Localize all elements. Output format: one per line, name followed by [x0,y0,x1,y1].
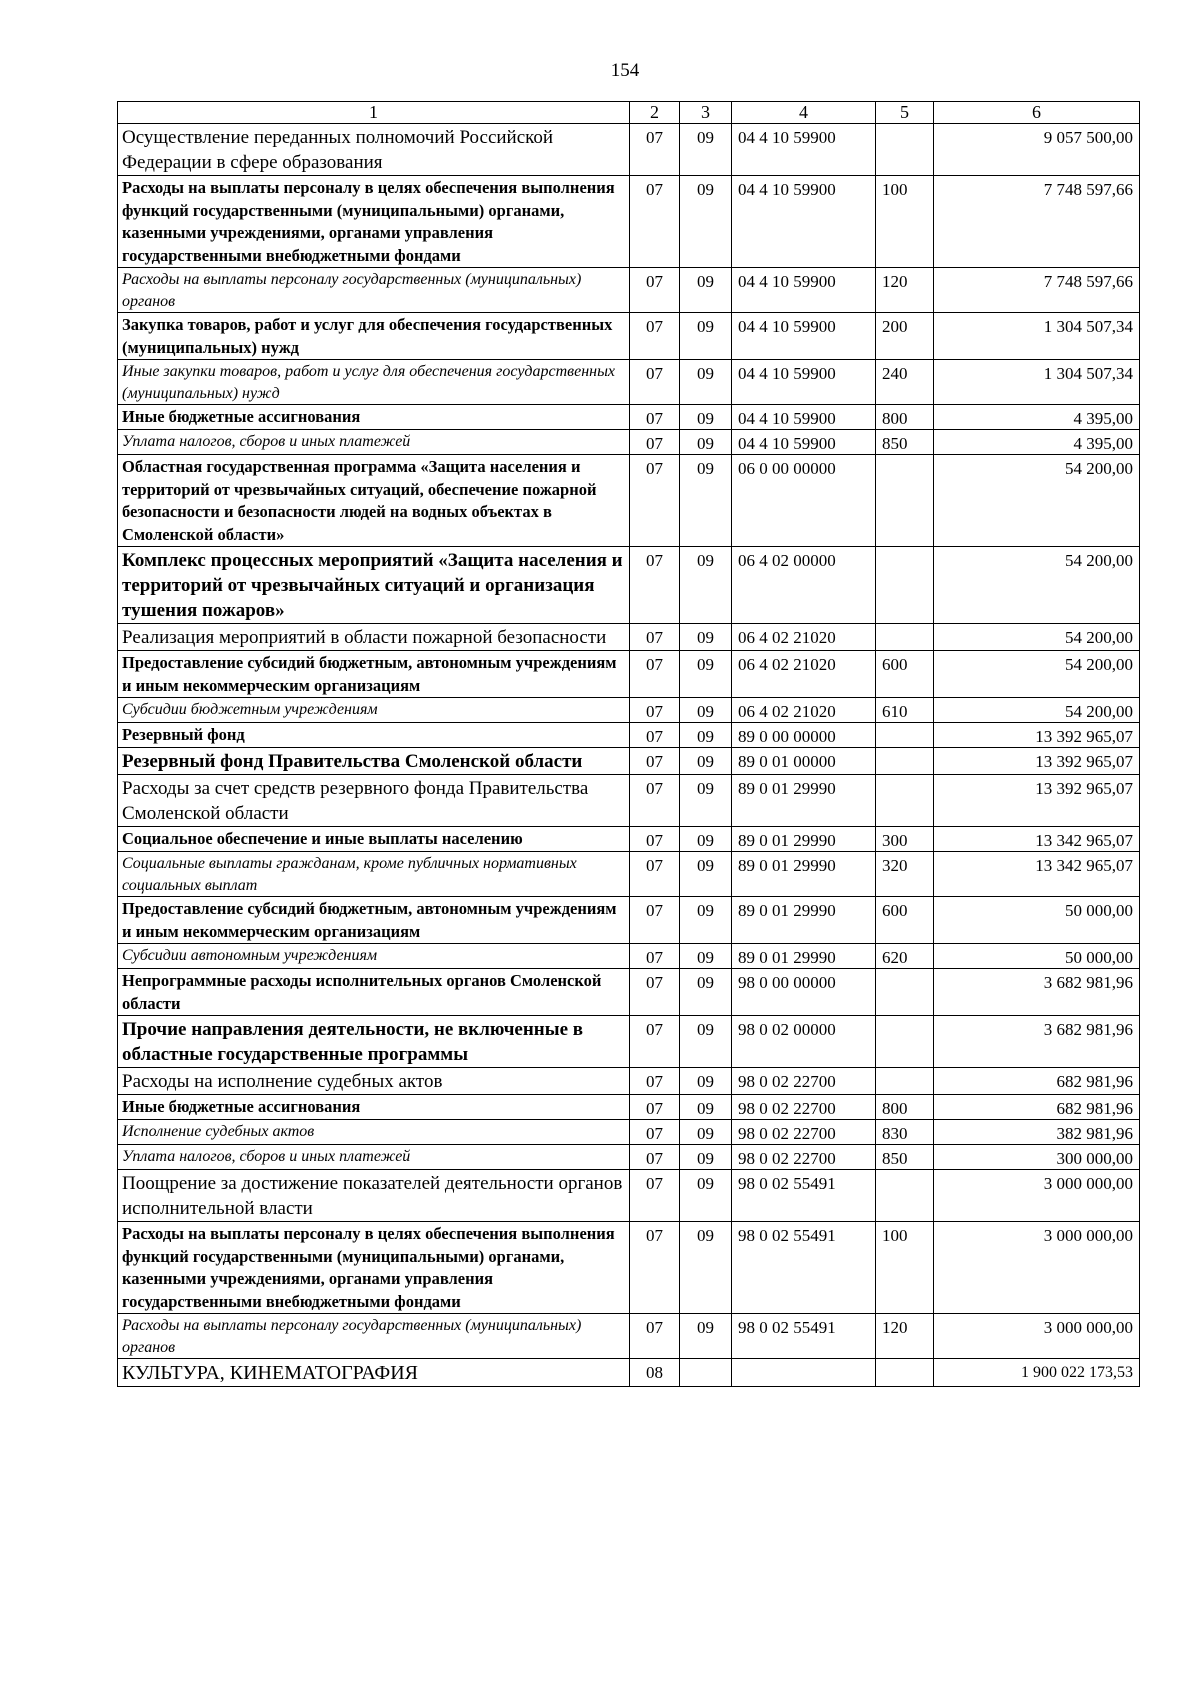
row-name-cell: Резервный фонд [118,723,630,748]
header-cell: 2 [630,102,680,124]
section-code-cell: 07 [630,313,680,360]
target-article-cell: 98 0 02 55491 [732,1222,876,1314]
table-row [118,944,1140,969]
section-code-cell: 07 [630,547,680,624]
subsection-code-cell: 09 [680,1016,732,1068]
target-article-cell: 04 4 10 59900 [732,430,876,455]
amount-cell: 7 748 597,66 [934,268,1140,313]
expense-type-cell [876,124,934,176]
expense-type-cell [876,748,934,775]
table-row [118,1145,1140,1170]
amount-cell: 3 682 981,96 [934,969,1140,1016]
expense-type-cell [876,1170,934,1222]
table-row [118,827,1140,852]
row-name-cell: Поощрение за достижение показателей деятельности органов исполнительной власти [118,1170,630,1222]
table-row [118,1095,1140,1120]
section-code-cell: 07 [630,651,680,698]
amount-cell: 54 200,00 [934,624,1140,651]
table-row [118,1314,1140,1359]
row-name-cell: Осуществление переданных полномочий Российской Федерации в сфере образования [118,124,630,176]
table-row [118,124,1140,176]
section-code-cell: 07 [630,775,680,827]
target-article-cell: 98 0 02 22700 [732,1120,876,1145]
budget-table [117,101,1140,1387]
section-code-cell: 07 [630,1068,680,1095]
table-row [118,360,1140,405]
subsection-code-cell: 09 [680,1170,732,1222]
expense-type-cell: 200 [876,313,934,360]
expense-type-cell: 240 [876,360,934,405]
row-name-cell: Предоставление субсидий бюджетным, автономным учреждениям и иным некоммерческим организациям [118,897,630,944]
target-article-cell: 06 0 00 00000 [732,455,876,547]
section-code-cell: 07 [630,1145,680,1170]
row-name-cell: Комплекс процессных мероприятий «Защита населения и территорий от чрезвычайных ситуаций и организация тушения пожаров» [118,547,630,624]
row-name-cell: Уплата налогов, сборов и иных платежей [118,430,630,455]
table-row [118,1068,1140,1095]
expense-type-cell: 600 [876,651,934,698]
target-article-cell: 06 4 02 00000 [732,547,876,624]
target-article-cell: 04 4 10 59900 [732,176,876,268]
subsection-code-cell: 09 [680,698,732,723]
amount-cell: 3 000 000,00 [934,1222,1140,1314]
table-row [118,1170,1140,1222]
row-name-cell: Реализация мероприятий в области пожарной безопасности [118,624,630,651]
section-code-cell: 07 [630,124,680,176]
target-article-cell: 89 0 01 29990 [732,852,876,897]
section-code-cell: 07 [630,405,680,430]
amount-cell: 13 392 965,07 [934,775,1140,827]
table-row [118,455,1140,547]
amount-cell: 13 392 965,07 [934,748,1140,775]
subsection-code-cell: 09 [680,176,732,268]
section-code-cell: 07 [630,698,680,723]
target-article-cell: 98 0 02 22700 [732,1145,876,1170]
row-name-cell: Непрограммные расходы исполнительных органов Смоленской области [118,969,630,1016]
section-code-cell: 07 [630,944,680,969]
subsection-code-cell: 09 [680,897,732,944]
expense-type-cell: 800 [876,1095,934,1120]
row-name-cell: Закупка товаров, работ и услуг для обеспечения государственных (муниципальных) нужд [118,313,630,360]
subsection-code-cell: 09 [680,360,732,405]
row-name-cell: Расходы на выплаты персоналу в целях обеспечения выполнения функций государственными (муниципальными) органами, казенными учреждениями, органами управления государственными внебюджетными фондами [118,176,630,268]
expense-type-cell: 600 [876,897,934,944]
amount-cell: 1 304 507,34 [934,360,1140,405]
amount-cell: 1 304 507,34 [934,313,1140,360]
amount-cell: 382 981,96 [934,1120,1140,1145]
header-cell: 1 [118,102,630,124]
table-header-row [118,102,1140,124]
table-row [118,748,1140,775]
subsection-code-cell: 09 [680,1314,732,1359]
header-cell: 5 [876,102,934,124]
table-row [118,775,1140,827]
expense-type-cell: 120 [876,268,934,313]
row-name-cell: Расходы на исполнение судебных актов [118,1068,630,1095]
row-name-cell: Исполнение судебных актов [118,1120,630,1145]
table-row [118,268,1140,313]
row-name-cell: Расходы на выплаты персоналу государственных (муниципальных) органов [118,1314,630,1359]
section-code-cell: 07 [630,268,680,313]
section-code-cell: 07 [630,624,680,651]
row-name-cell: Иные бюджетные ассигнования [118,1095,630,1120]
subsection-code-cell: 09 [680,268,732,313]
row-name-cell: Социальное обеспечение и иные выплаты населению [118,827,630,852]
row-name-cell: Иные бюджетные ассигнования [118,405,630,430]
table-row [118,723,1140,748]
subsection-code-cell: 09 [680,1120,732,1145]
expense-type-cell: 300 [876,827,934,852]
amount-cell: 682 981,96 [934,1095,1140,1120]
subsection-code-cell: 09 [680,944,732,969]
expense-type-cell: 830 [876,1120,934,1145]
target-article-cell: 04 4 10 59900 [732,405,876,430]
target-article-cell: 89 0 01 29990 [732,827,876,852]
expense-type-cell: 850 [876,430,934,455]
subsection-code-cell: 09 [680,313,732,360]
table-row [118,651,1140,698]
section-code-cell: 07 [630,430,680,455]
section-code-cell: 07 [630,897,680,944]
expense-type-cell: 850 [876,1145,934,1170]
target-article-cell: 06 4 02 21020 [732,698,876,723]
row-name-cell: Резервный фонд Правительства Смоленской области [118,748,630,775]
expense-type-cell [876,723,934,748]
row-name-cell: Расходы за счет средств резервного фонда Правительства Смоленской области [118,775,630,827]
target-article-cell: 04 4 10 59900 [732,268,876,313]
subsection-code-cell: 09 [680,1222,732,1314]
section-code-cell: 07 [630,1095,680,1120]
amount-cell: 54 200,00 [934,547,1140,624]
subsection-code-cell: 09 [680,723,732,748]
amount-cell: 3 000 000,00 [934,1314,1140,1359]
section-code-cell: 07 [630,1314,680,1359]
target-article-cell: 89 0 01 29990 [732,944,876,969]
subsection-code-cell: 09 [680,455,732,547]
amount-cell: 54 200,00 [934,455,1140,547]
table-row [118,405,1140,430]
section-code-cell: 07 [630,723,680,748]
expense-type-cell: 120 [876,1314,934,1359]
table-row [118,1359,1140,1387]
section-code-cell: 07 [630,1222,680,1314]
amount-cell: 13 342 965,07 [934,852,1140,897]
subsection-code-cell: 09 [680,430,732,455]
section-code-cell: 07 [630,176,680,268]
row-name-cell: Уплата налогов, сборов и иных платежей [118,1145,630,1170]
target-article-cell: 89 0 01 00000 [732,748,876,775]
amount-cell: 3 000 000,00 [934,1170,1140,1222]
section-code-cell: 07 [630,360,680,405]
expense-type-cell [876,775,934,827]
amount-cell: 4 395,00 [934,405,1140,430]
amount-cell: 50 000,00 [934,944,1140,969]
subsection-code-cell: 09 [680,651,732,698]
target-article-cell [732,1359,876,1387]
expense-type-cell [876,547,934,624]
row-name-cell: Расходы на выплаты персоналу государственных (муниципальных) органов [118,268,630,313]
target-article-cell: 04 4 10 59900 [732,124,876,176]
expense-type-cell: 610 [876,698,934,723]
header-cell: 3 [680,102,732,124]
amount-cell: 7 748 597,66 [934,176,1140,268]
subsection-code-cell: 09 [680,405,732,430]
subsection-code-cell [680,1359,732,1387]
target-article-cell: 04 4 10 59900 [732,360,876,405]
table-row [118,969,1140,1016]
target-article-cell: 89 0 00 00000 [732,723,876,748]
amount-cell: 54 200,00 [934,698,1140,723]
row-name-cell: КУЛЬТУРА, КИНЕМАТОГРАФИЯ [118,1359,630,1387]
page-number: 154 [610,60,640,81]
target-article-cell: 06 4 02 21020 [732,624,876,651]
amount-cell: 4 395,00 [934,430,1140,455]
expense-type-cell: 100 [876,176,934,268]
amount-cell: 300 000,00 [934,1145,1140,1170]
table-row [118,1016,1140,1068]
target-article-cell: 98 0 02 55491 [732,1314,876,1359]
row-name-cell: Субсидии автономным учреждениям [118,944,630,969]
table-row [118,547,1140,624]
amount-cell: 1 900 022 173,53 [934,1359,1140,1387]
expense-type-cell: 800 [876,405,934,430]
header-cell: 6 [934,102,1140,124]
section-code-cell: 07 [630,1170,680,1222]
subsection-code-cell: 09 [680,748,732,775]
expense-type-cell: 620 [876,944,934,969]
section-code-cell: 07 [630,1120,680,1145]
row-name-cell: Областная государственная программа «Защита населения и территорий от чрезвычайных ситуаций, обеспечение пожарной безопасности и безопасности людей на водных объектах в Смоленской области» [118,455,630,547]
table-row [118,176,1140,268]
target-article-cell: 89 0 01 29990 [732,775,876,827]
section-code-cell: 07 [630,852,680,897]
expense-type-cell: 100 [876,1222,934,1314]
table-row [118,897,1140,944]
subsection-code-cell: 09 [680,547,732,624]
target-article-cell: 89 0 01 29990 [732,897,876,944]
subsection-code-cell: 09 [680,124,732,176]
row-name-cell: Субсидии бюджетным учреждениям [118,698,630,723]
table-row [118,313,1140,360]
table-row [118,1222,1140,1314]
target-article-cell: 98 0 02 22700 [732,1095,876,1120]
expense-type-cell [876,624,934,651]
section-code-cell: 07 [630,1016,680,1068]
target-article-cell: 98 0 02 00000 [732,1016,876,1068]
row-name-cell: Иные закупки товаров, работ и услуг для обеспечения государственных (муниципальных) нужд [118,360,630,405]
amount-cell: 50 000,00 [934,897,1140,944]
subsection-code-cell: 09 [680,827,732,852]
table-row [118,624,1140,651]
row-name-cell: Расходы на выплаты персоналу в целях обеспечения выполнения функций государственными (муниципальными) органами, казенными учреждениями, органами управления государственными внебюджетными фондами [118,1222,630,1314]
expense-type-cell [876,1359,934,1387]
subsection-code-cell: 09 [680,852,732,897]
section-code-cell: 08 [630,1359,680,1387]
expense-type-cell [876,1016,934,1068]
table-row [118,430,1140,455]
subsection-code-cell: 09 [680,969,732,1016]
row-name-cell: Прочие направления деятельности, не включенные в областные государственные программы [118,1016,630,1068]
amount-cell: 9 057 500,00 [934,124,1140,176]
row-name-cell: Социальные выплаты гражданам, кроме публичных нормативных социальных выплат [118,852,630,897]
expense-type-cell: 320 [876,852,934,897]
header-cell: 4 [732,102,876,124]
target-article-cell: 98 0 00 00000 [732,969,876,1016]
target-article-cell: 06 4 02 21020 [732,651,876,698]
section-code-cell: 07 [630,827,680,852]
expense-type-cell [876,969,934,1016]
subsection-code-cell: 09 [680,1068,732,1095]
target-article-cell: 04 4 10 59900 [732,313,876,360]
expense-type-cell [876,455,934,547]
amount-cell: 682 981,96 [934,1068,1140,1095]
target-article-cell: 98 0 02 55491 [732,1170,876,1222]
section-code-cell: 07 [630,455,680,547]
subsection-code-cell: 09 [680,624,732,651]
subsection-code-cell: 09 [680,1095,732,1120]
target-article-cell: 98 0 02 22700 [732,1068,876,1095]
table-row [118,852,1140,897]
amount-cell: 13 392 965,07 [934,723,1140,748]
amount-cell: 54 200,00 [934,651,1140,698]
subsection-code-cell: 09 [680,1145,732,1170]
table-row [118,1120,1140,1145]
amount-cell: 13 342 965,07 [934,827,1140,852]
section-code-cell: 07 [630,748,680,775]
amount-cell: 3 682 981,96 [934,1016,1140,1068]
table-row [118,698,1140,723]
row-name-cell: Предоставление субсидий бюджетным, автономным учреждениям и иным некоммерческим организациям [118,651,630,698]
expense-type-cell [876,1068,934,1095]
section-code-cell: 07 [630,969,680,1016]
subsection-code-cell: 09 [680,775,732,827]
